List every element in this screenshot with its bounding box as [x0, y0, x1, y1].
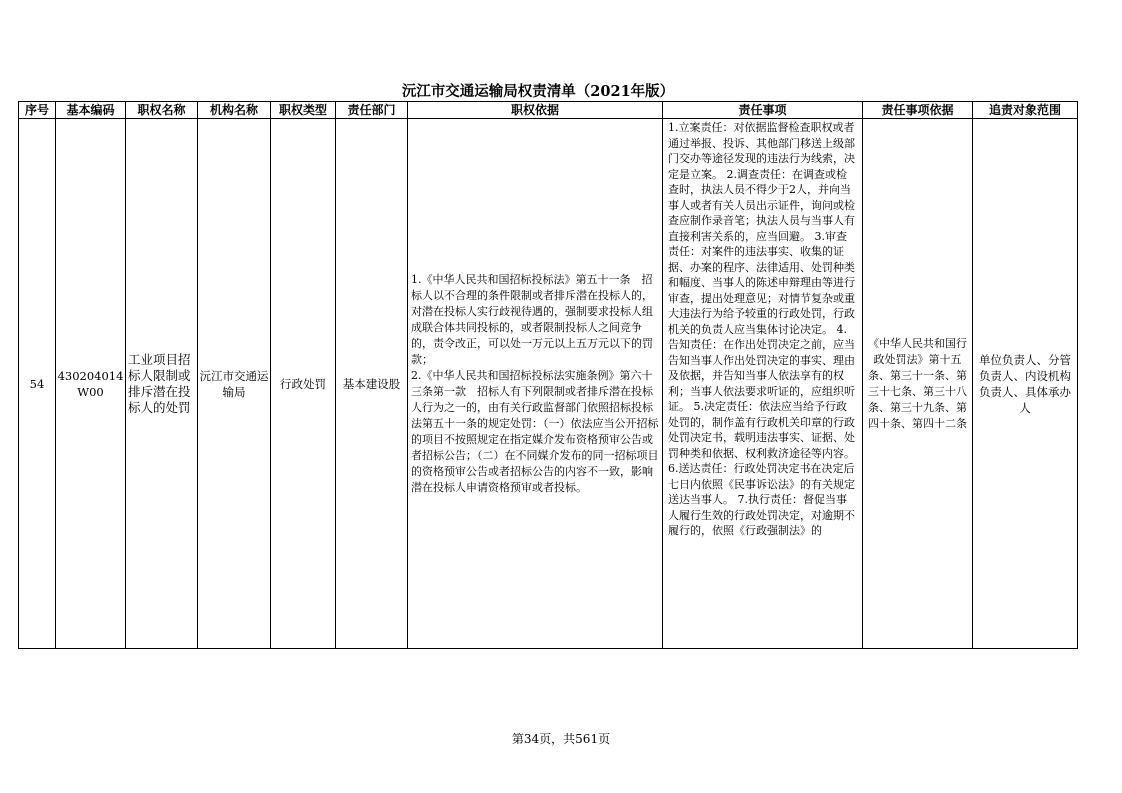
col-header-code: 基本编码 [56, 102, 126, 119]
cell-index: 54 [19, 119, 56, 649]
cell-duties [663, 119, 863, 649]
page-title: 沅江市交通运输局权责清单（2021年版） [401, 83, 675, 100]
col-header-duty-basis: 责任事项依据 [863, 102, 973, 119]
table-header-row [19, 102, 1078, 119]
table-row [19, 119, 1078, 649]
cell-code: 430204014W00 [56, 119, 126, 649]
cell-accountability: 单位负责人、分管负责人、内设机构负责人、具体承办人 [973, 119, 1078, 649]
cell-power-name: 工业项目招标人限制或排斥潜在投标人的处罚 [126, 119, 198, 649]
col-header-agency: 机构名称 [198, 102, 271, 119]
cell-basis [408, 119, 663, 649]
cell-power-type: 行政处罚 [271, 119, 336, 649]
col-header-power-name: 职权名称 [126, 102, 198, 119]
page-footer: 第34页，共561页 [511, 732, 611, 746]
cell-agency: 沅江市交通运输局 [198, 119, 271, 649]
cell-department: 基本建设股 [336, 119, 408, 649]
cell-duty-basis: 《中华人民共和国行政处罚法》第十五条、第三十一条、第三十七条、第三十八条、第三十九条、第四十条、第四十二条 [863, 119, 973, 649]
col-header-duties: 责任事项 [663, 102, 863, 119]
col-header-accountability: 追责对象范围 [973, 102, 1078, 119]
duties-text: 1.立案责任：对依据监督检查职权或者通过举报、投诉、其他部门移送上级部门交办等途径发现的违法行为线索，决定是立案。 2.调查责任：在调查或检查时，执法人员不得少于2人，并向当事人或者有关人员出示证件，询问或检查应制作录音笔；执法人员与当事人有直接利害关系的，应当回避。 3.审查责任：对案件的违法事实、收集的证据、办案的程序、法律适用、处罚种类和幅度、当事人的陈述申辩理由等进行审查，提出处理意见；对情节复杂或重大违法行为给予较重的行政处罚，行政机关的负责人应当集体讨论决定。 4.告知责任：在作出处罚决定之前，应当告知当事人作出处罚决定的事实、理由及依据，并告知当事人依法享有的权利；当事人依法要求听证的，应组织听证。 5.决定责任：依法应当给予行政处罚的，制作盖有行政机关印章的行政处罚决定书，载明违法事实、证据、处罚种类和依据、权利救济途径等内容。 6.送达责任：行政处罚决定书在决定后七日内依照《民事诉讼法》的有关规定送达当事人。 7.执行责任：督促当事人履行生效的行政处罚决定，对逾期不履行的，依照《行政强制法》的 [668, 121, 855, 537]
col-header-department: 责任部门 [336, 102, 408, 119]
basis-item-2: 2.《中华人民共和国招标投标法实施条例》第六十三条第一款 招标人有下列限制或者排斥潜在投标人行为之一的，由有关行政监督部门依照招标投标法第五十一条的规定处罚：（一）依法应当公开招标的项目不按照规定在指定媒介发布资格预审公告或者招标公告；（二）在不同媒介发布的同一招标项目的资格预审公告或者招标公告的内容不一致，影响潜在投标人申请资格预审或者投标。 [411, 368, 659, 494]
basis-item-1: 1.《中华人民共和国招标投标法》第五十一条 招标人以不合理的条件限制或者排斥潜在投标人的，对潜在投标人实行歧视待遇的，强制要求投标人组成联合体共同投标的，或者限制投标人之间竞争的，责令改正，可以处一万元以上五万元以下的罚款； [411, 272, 653, 366]
duty-table [18, 101, 1078, 649]
col-header-basis: 职权依据 [408, 102, 663, 119]
col-header-power-type: 职权类型 [271, 102, 336, 119]
col-header-index: 序号 [19, 102, 56, 119]
